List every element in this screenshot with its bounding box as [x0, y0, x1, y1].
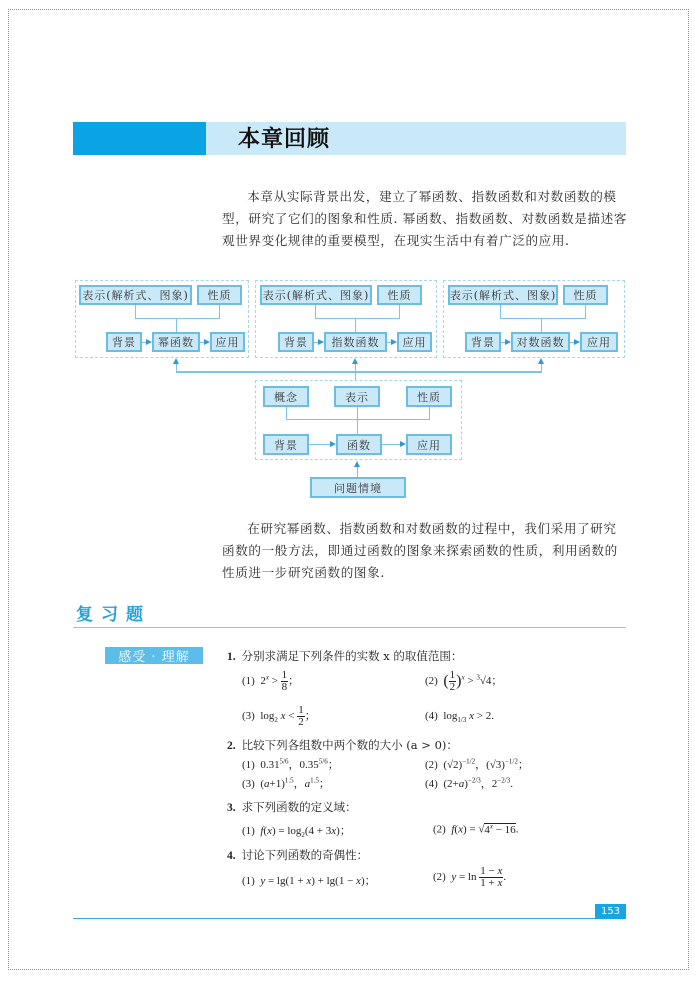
connector	[309, 444, 331, 445]
representation-box: 表示(解析式、图象)	[260, 285, 372, 305]
connector	[355, 363, 356, 372]
q2-part-4: (4) $(2+a)^{-2/3}$，$2^{-2/3}$.	[425, 776, 513, 790]
section-divider	[73, 627, 626, 628]
part-label: (3)	[242, 778, 255, 790]
q3-part-2: (2) $f(x) = √4^x - 16$.	[433, 822, 519, 836]
part-label: (1)	[242, 759, 255, 771]
connector	[286, 407, 287, 419]
center-box: 指数函数	[324, 332, 387, 352]
properties-box: 性质	[377, 285, 422, 305]
application-box: 应用	[580, 332, 618, 352]
connector	[135, 305, 136, 318]
q1-part-4: (4) $\log_{1/3} x > 2$.	[425, 710, 494, 725]
q1-part-3: (3) $\log_2 x$ < $\frac{1}{2}$ ；	[242, 704, 316, 728]
page-number: 153	[595, 904, 626, 919]
q4-part-1: (1) y = lg(1 + x) + lg(1 − x)；	[242, 875, 376, 887]
representation-box: 表示(解析式、图象)	[448, 285, 558, 305]
part-label: (1)	[242, 825, 255, 837]
center-box: 对数函数	[511, 332, 570, 352]
question-prompt: 讨论下列函数的奇偶性：	[241, 848, 369, 862]
question-number: 1.	[227, 651, 236, 663]
method-line: 函数的一般方法，即通过函数的图象来探索函数的性质，利用函数的	[222, 543, 618, 558]
connector	[355, 318, 356, 332]
part-label: (2)	[433, 871, 446, 884]
background-box: 背景	[263, 434, 309, 455]
arrow-up-icon	[173, 358, 179, 364]
part-label: (3)	[242, 710, 255, 723]
properties-box: 性质	[563, 285, 608, 305]
q1-part-2: (2) ( $\frac{1}{2}$ )$^x$ > $^3$√4；	[425, 669, 503, 693]
connector	[382, 444, 401, 445]
question-number: 4.	[227, 850, 236, 862]
properties-box: 性质	[406, 386, 452, 407]
application-box: 应用	[397, 332, 432, 352]
intro-line: 型，研究了它们的图象和性质. 幂函数、指数函数、对数函数是描述客	[222, 211, 628, 226]
connector	[219, 305, 220, 318]
connector	[135, 318, 220, 319]
representation-box: 表示(解析式、图象)	[79, 285, 192, 305]
part-label: (4)	[425, 778, 438, 790]
connector	[541, 363, 542, 372]
q2-part-3: (3) $(a+1)^{1.5}$，$a^{1.5}$；	[242, 776, 330, 790]
background-box: 背景	[278, 332, 314, 352]
connector	[399, 305, 400, 318]
connector	[176, 363, 177, 372]
part-label: (2)	[425, 759, 438, 771]
arrow-up-icon	[538, 358, 544, 364]
part-label: (2)	[425, 675, 438, 688]
q2-part-2: (2) $(√2)^{-1/2}$，$(√3)^{-1/2}$；	[425, 757, 529, 771]
connector	[315, 305, 316, 318]
footer-rule	[73, 918, 626, 919]
category-badge: 感受 · 理解	[105, 647, 203, 664]
part-label: (1)	[242, 675, 255, 688]
review-exercises-title: 复习题	[76, 605, 151, 625]
part-label: (2)	[433, 823, 446, 836]
function-box: 函数	[336, 434, 382, 455]
intro-line: 本章从实际背景出发，建立了幂函数、指数函数和对数函数的模	[247, 189, 617, 204]
properties-box: 性质	[197, 285, 242, 305]
connector	[500, 305, 501, 318]
connector	[585, 305, 586, 318]
q4-part-2: (2) y = ln $\frac{1 - x}{1 + x}$ .	[433, 865, 507, 889]
method-line: 性质进一步研究函数的图象.	[222, 565, 385, 580]
background-box: 背景	[106, 332, 142, 352]
center-box: 幂函数	[152, 332, 200, 352]
representation-box: 表示	[334, 386, 380, 407]
question-4	[227, 847, 368, 863]
q3-part-1: (1) $f(x) = \log_2(4 + 3x)$；	[242, 825, 351, 840]
application-box: 应用	[210, 332, 245, 352]
intro-line: 观世界变化规律的重要模型，在现实生活中有着广泛的应用.	[222, 233, 570, 248]
connector	[355, 372, 356, 380]
question-number: 2.	[227, 740, 236, 752]
q2-part-1: (1) $0.31^{5/6}$，$0.35^{5/6}$；	[242, 757, 339, 771]
question-1	[227, 648, 462, 664]
connector	[429, 407, 430, 419]
connector	[357, 407, 358, 434]
method-paragraph	[222, 518, 634, 584]
method-line: 在研究幂函数、指数函数和对数函数的过程中，我们采用了研究	[247, 521, 617, 536]
arrow-up-icon	[354, 461, 360, 467]
arrow-up-icon	[352, 358, 358, 364]
connector	[315, 318, 400, 319]
part-label: (4)	[425, 710, 438, 722]
application-box: 应用	[406, 434, 452, 455]
part-label: (1)	[242, 875, 255, 887]
question-3	[227, 799, 357, 815]
connector	[541, 318, 542, 332]
distribution-line	[176, 371, 542, 373]
problem-situation-box: 问题情境	[310, 477, 406, 498]
concept-box: 概念	[263, 386, 309, 407]
background-box: 背景	[465, 332, 501, 352]
q1-part-1: (1) $2^x$ > $\frac{1}{8}$ ；	[242, 669, 300, 693]
question-prompt: 比较下列各组数中两个数的大小 (a > 0)：	[241, 738, 458, 752]
question-2	[227, 737, 458, 753]
question-prompt: 分别求满足下列条件的实数 x 的取值范围：	[241, 649, 463, 663]
chapter-review-title: 本章回顾	[238, 126, 331, 152]
question-prompt: 求下列函数的定义域：	[241, 800, 357, 814]
connector	[176, 318, 177, 332]
connector	[500, 318, 586, 319]
question-number: 3.	[227, 802, 236, 814]
